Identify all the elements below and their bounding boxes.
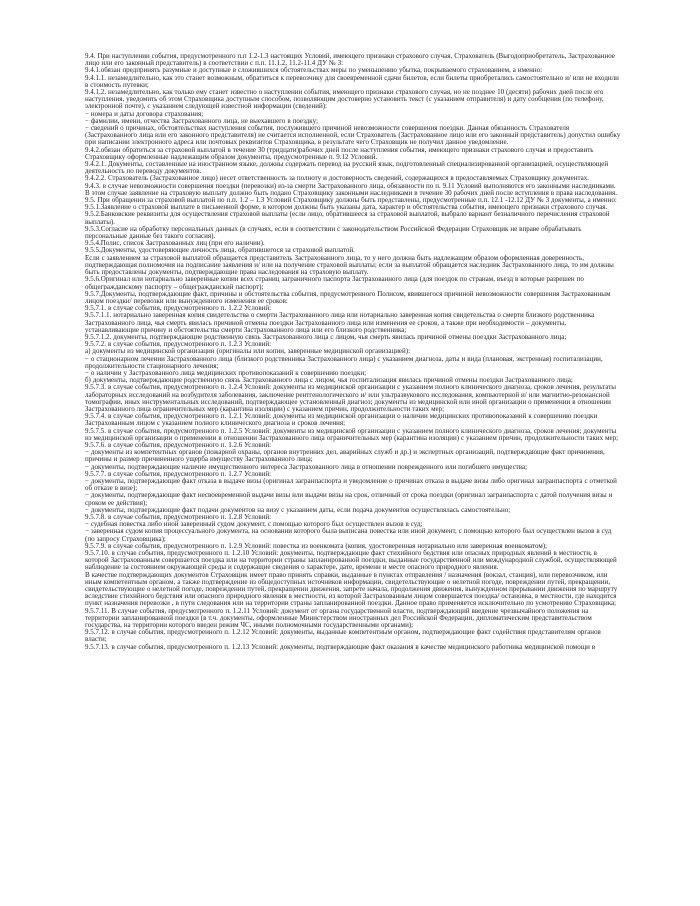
paragraph: Если с заявлением за страховой выплатой обращается представитель Застрахованного лица, то у него должна быть надлежащим образом оформленная доверенность, подтверждающая полномочия на подписание заявления и/ или на получение страховой выплаты; если за выплатой обращается наследник Застрахованного лица, то им должны быть предоставлены документы, подтверждающие права наследования на страховую выплату. <box>85 253 614 277</box>
paragraph: − сведений о причинах, обстоятельствах наступления события, послужившего причиной невозможности совершения поездки. Данная обязанность Страхователя (Застрахованного лица или его законного представителя) не считается исполненной, если Страхователь (Застрахованное лицо или его законный представитель) допустил ошибку при написании электронного адреса или почтовых реквизитов Страховщика, в результате чего Страховщик не получил данное уведомление. <box>85 124 621 147</box>
paragraph: 9.4.3. в случае невозможности совершения поездки (перевозки) из-за смерти Застрахованного лица, обязанности по п. 9.11 Условий выполняются его законными наследниками. В этом случае заявление на страховую выплату должно быть подано Страховщику законными наследниками в течение 30 рабочих дней после вступления в права наследования. <box>85 181 618 197</box>
paragraph: 9.5.7.9. в случае события, предусмотренного п. 1.2.9 Условий: повестка из военкомата (копия, удостоверенная нотариально или заверенная военкоматом); <box>85 541 548 550</box>
paragraph: − документы, подтверждающие факт несвоевременной выдачи визы или выдачи визы на срок, отличный от срока поездки (оригинал загранпаспорта с датой получения визы и сроком ее действия); <box>85 491 613 507</box>
paragraph: − документы, подтверждающие наличие имущественного интереса Застрахованного лица в отношении поврежденного или погибшего имущества; <box>85 462 528 471</box>
paragraph: 9.5.7.1.2. документы, подтверждающие родственную связь Застрахованного лица с лицом, чья смерть явилась причиной отмены поездки Застрахованного лица; <box>85 332 567 341</box>
paragraph: 9.5.7.1.1. нотариально заверенная копия свидетельства о смерти Застрахованного лица или нотариально заверенная копия свидетельства о смерти близкого родственника Застрахованного лица, чья смерть явилась причиной отмены поездки Застрахованного лица или изменения ее сроков, а также при необходимости – документы, устанавливающие причину и обстоятельства смерти Застрахованного лица или его близкого родственника; <box>85 311 595 334</box>
paragraph: 9.4.1.обязан предпринять разумные и доступные в сложившихся обстоятельствах меры по уменьшению убытка, покрываемого страхованием, а именно: <box>85 66 543 75</box>
paragraph: В качестве подтверждающих документов Страховщик имеет право принять справки, выданные в пунктах отправления / назначения (вокзал, станция), или перевозчиком, или иным компетентным органом, а также подтверждение из общедоступных источников информации, свидетельствующие о нелетной погоде, повреждении путей, прекращении, свидетельствующие о нелетной погоде, повреждении путей, прекращении движения, запрете начала, продолжения движения, вынужденном прерывании движения по маршруту вследствие стихийного бедствия или опасного природного явления в местности, из которой Застрахованным лицом совершается поездка/ остановка, в местности, где находится пункт назначения перевозки , в пути следования или на территории страны запланированной поездки. Данное право применяется исключительно по усмотрению Страховщика; <box>85 570 618 608</box>
paragraph: − документы, подтверждающие факт отказа в выдаче визы (оригинал загранпаспорта и уведомление о причинах отказа в выдаче визы либо оригинал загранпаспорта с отметкой об отказе в визе); <box>85 476 617 493</box>
paragraph: 9.5. При обращении за страховой выплатой по п.п. 1.2 – 1.3 Условий Страховщику должны быть представлены, предусмотренные п.п. 12.1 -12.12 ДУ № 3 документы, а именно: <box>85 196 617 205</box>
paragraph: 9.5.7.13. в случае события, предусмотренного п. 1.2.13 Условий: документы, подтверждающие факт оказания в качестве медицинского работника медицинской помощи в <box>85 642 596 651</box>
paragraph: − номера и даты договора страхования; <box>85 109 204 118</box>
paragraph: 9.5.3.Согласие на обработку персональных данных (в случаях, если в соответствии с законодательством Российской Федерации Страховщик не вправе обрабатывать персональные данные без такого согласия). <box>85 224 582 241</box>
paragraph: 9.4.2.2. Страхователь (Застрахованное лицо) несет ответственность за полноту и достоверность сведений, содержащихся в предоставляемых Страховщику документах. <box>85 174 589 183</box>
paragraph: 9.5.7.12. в случае события, предусмотренного п. 1.2.12 Условий: документы, выданные компетентным органом, подтверждающие факт содействия представителям органов власти; <box>85 628 601 644</box>
paragraph: − судебная повестка либо иной заверенный судом документ, с помощью которого был осуществлен вызов в суд; <box>85 520 423 529</box>
paragraph: 9.5.7.10. в случае события, предусмотренного п. 1.2.10 Условий: документы, подтверждающие факт стихийного бедствия или опасных природных явлений в местности, в которой Застрахованным совершается поездка или на территории страны запланированной поездки, выданные государственной или международной службой, осуществляющей наблюдение за состоянием окружающей среды и содержащие сведения о характере, дате, времени и месте опасного природного явления. <box>85 549 617 572</box>
paragraph: 9.4.2.обязан обратиться за страховой выплатой в течение 30 (тридцати)рабочих дней после наступления события, имеющего признаки страхового случая и предоставить Страховщику оформленные надлежащим образом документы, предусмотренные п. 9.12 Условий. <box>85 145 594 161</box>
paragraph: 9.4.2.1. Документы, составленные на иностранном языке, должны содержать перевод на русский язык, подготовленный специализированной организацией, осуществляющей деятельность по переводу документов. <box>85 160 609 176</box>
paragraph: 9.5.7.Документы, подтверждающие факт, причины и обстоятельства события, предусмотренного Полисом, явившегося причиной невозможности совершения Застрахованным лицом поездки/ перевозки или вынужденного изменения ее сроков: <box>85 289 611 305</box>
paragraph: 9.5.7.6. в случае события, предусмотренного п. 1.2.6 Условий: <box>85 440 272 449</box>
paragraph: − заверенная судом копия процессуального документа, на основании которого была выписана повестка или иной документ, с помощью которого был осуществлен вызов в суд (по запросу Страховщика); <box>85 527 612 543</box>
paragraph: 9.5.7.5. в случае события, предусмотренного п. 1.2.5 Условий: документы из медицинской организации с указанием полного клинического диагноза, сроков лечения; документы из медицинской организации о применении в отношении Застрахованного лица ограничительных мер (карантина изоляции) с указанием причин, продолжительности таких мер; <box>85 426 619 442</box>
paragraph: 9.5.7.1. в случае события, предусмотренного п. 1.2.2 Условий: <box>85 304 272 313</box>
document-body <box>85 53 621 651</box>
paragraph: 9.5.7.4. в случае события, предусмотренного п. 1.2.1 Условий: документы из медицинской организации о наличии медицинских противопоказаний к совершению поездки Застрахованным лицом с указанием полного клинического диагноза и сроков лечения; <box>85 412 598 428</box>
paragraph: − о наличии у Застрахованного лица медицинских противопоказаний к совершению поездки; <box>85 368 367 377</box>
paragraph: 9.5.7.3. в случае события, предусмотренного п. 1.2.4 Условий: документы из медицинской организации с указанием полного клинического диагноза, сроков лечения, результаты лабораторных исследований на возбудителя заболевания, заключение рентгенологического и/ или ультразвукового исследования, компьютерной и/ или магнитно-резонансной томографии, иных инструментальных исследований, подтверждающее установленный диагноз; документы из медицинской или иной организации о применении в отношении Застрахованного лица ограничительных мер (карантина изоляции) с указанием причин, продолжительности таких мер; <box>85 383 616 413</box>
paragraph: 9.4.1.1. незамедлительно, как это станет возможным, обратиться к перевозчику для своевременной сдачи билетов, если билеты приобретались самостоятельно и/ или не входили в стоимость путевки; <box>85 73 619 89</box>
paragraph: 9.4. При наступлении события, предусмотренного п.п 1.2-1.3 настоящих Условий, имеющего признаки страхового случая, Страхователь (Выгодоприобретатель, Застрахованное лицо или его законный представитель) в соответствии с п.п. 11.1.2, 11.2-11.4 ДУ № 3: <box>85 52 615 68</box>
paragraph: 9.5.7.7. в случае события, предусмотренного п. 1.2.7 Условий: <box>85 469 272 478</box>
paragraph: а) документы из медицинской организации (оригиналы или копии, заверенные медицинской организацией): <box>85 347 411 356</box>
paragraph: б) документы, подтверждающие родственную связь Застрахованного лица с лицом, чья госпитализация явилась причиной отмены поездки Застрахованного лица; <box>85 376 573 385</box>
paragraph: 9.5.1.Заявление о страховой выплате в письменной форме, в котором должны быть указаны дата, характер и обстоятельства события, имеющего признаки страхового случая. <box>85 203 608 212</box>
paragraph: 9.5.6.Оригинал или нотариально заверенные копии всех страниц заграничного паспорта Застрахованного лица (для поездок по странам, въезд в которые разрешен по общегражданскому паспорту – общегражданский паспорт); <box>85 275 584 291</box>
paragraph: − документы из компетентных органов (пожарной охраны, органов внутренних дел, аварийных служб и др.) и экспертных организаций, подтверждающие факт причинения, причины и размер причиненного ущерба имуществу Застрахованного лица; <box>85 448 605 464</box>
paragraph: 9.5.5.Документы, удостоверяющие личность лица, обратившегося за страховой выплатой. <box>85 246 355 255</box>
paragraph: − документы, подтверждающие факт подачи документов на визу с указанием даты, если подача документов осуществлялась самостоятельно; <box>85 505 511 514</box>
paragraph: 9.5.7.11. В случае события, предусмотренного п. 1.2.11 Условий: документ от органа государственной власти, подтверждающий введение чрезвычайного положения на территории запланированной поездки (в т.ч. документы, оформленные Министерством иностранных дел Российской Федерации, дипломатическим представительством государства, на территории которого введен режим ЧС, иными полномочными государственными органами); <box>85 606 592 630</box>
paragraph: 9.5.4.Полис, список Застрахованных лиц (при его наличии). <box>85 239 265 248</box>
paragraph: 9.5.2.Банковские реквизиты для осуществления страховой выплаты (если лицо, обратившееся за страховой выплатой, выбрало вариант безналичного перечисления страховой выплаты). <box>85 210 610 226</box>
paragraph: 9.4.1.2. незамедлительно, как только ему станет известно о наступлении события, имеющего признаки страхового случая, но не позднее 10 (десяти) рабочих дней после его наступления, уведомить об этом Страховщика доступным способом, позволяющим достоверно установить текст (с указанием отправителя) и дату сообщения (по телефону, электронной почте), с указанием следующей известной информации (сведений): <box>85 88 604 111</box>
paragraph: − о стационарном лечении Застрахованного лица (близкого родственника Застрахованного лица) с указанием диагноза, даты и вида (плановая, экстренная) госпитализации, продолжительности стационарного лечения; <box>85 354 603 370</box>
paragraph: − фамилии, имени, отчества Застрахованного лица, не выехавшего в поездку; <box>85 116 318 125</box>
paragraph: 9.5.7.2. в случае события, предусмотренного п. 1.2.3 Условий: <box>85 340 272 349</box>
paragraph: 9.5.7.8. в случае события, предусмотренного п. 1.2.8 Условий: <box>85 513 272 521</box>
